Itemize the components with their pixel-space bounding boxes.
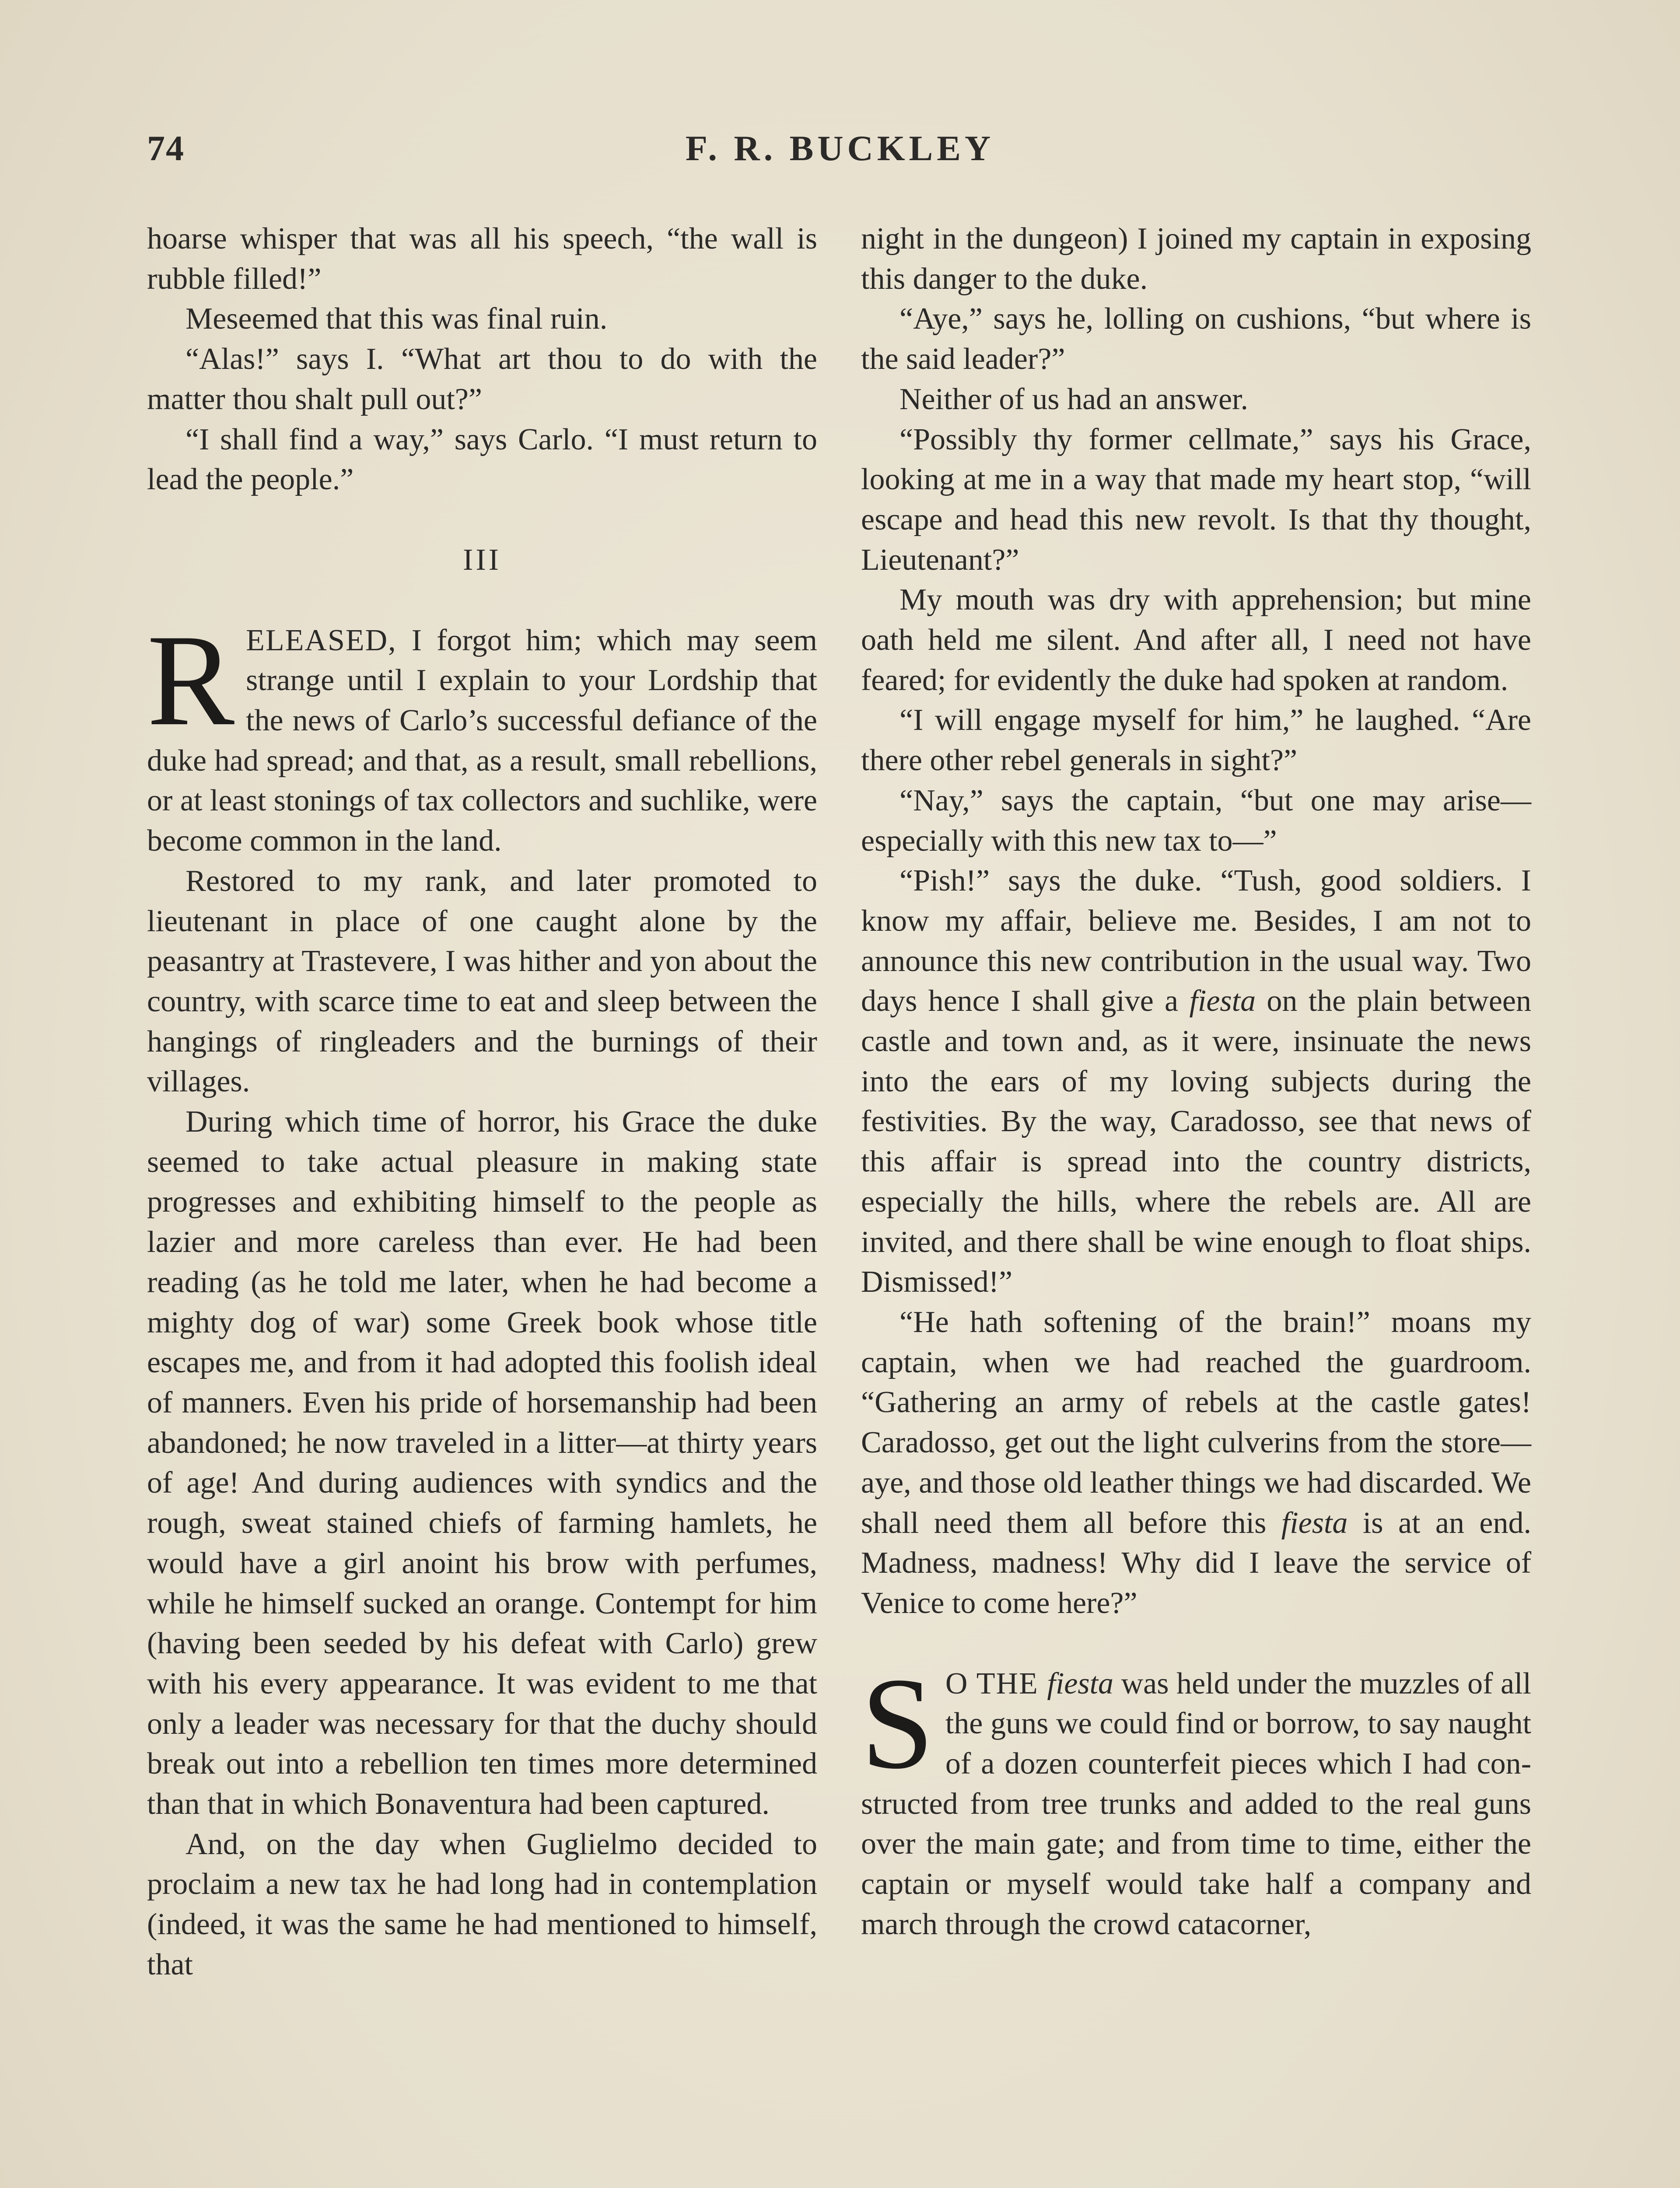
paragraph-text: was held under the muzzles of all the guns we could find or borrow, to say naught of a dozen counterfeit pieces which I had constructed from tree trunks and added to the real guns over the main gate; and from time to time, either the captain or myself would take half a company and march through the crowd catacorner,	[861, 1666, 1532, 1941]
left-column	[147, 219, 817, 1985]
paragraph: And, on the day when Guglielmo decided to proclaim a new tax he had long had in contemplation (indeed, it was the same he had mentioned to himself, that	[147, 1827, 817, 1981]
author-name: F. R. BUCKLEY	[685, 128, 995, 168]
paragraph: “I will engage myself for him,” he laughed. “Are there other rebel generals in sight?”	[861, 703, 1531, 778]
paragraph	[861, 861, 1531, 1302]
paragraph: “Nay,” says the captain, “but one may arise—especially with this new tax to—”	[861, 783, 1531, 858]
lead-in-text: ELEASED,	[246, 623, 397, 657]
paragraph: Restored to my rank, and later promoted to lieutenant in place of one caught alone by the peasantry at Trastevere, I was hither and yon about the country, with scarce time to eat and sleep between the hangings of ringleaders and the burnings of their villages.	[147, 864, 817, 1099]
paragraph: Neither of us had an answer.	[900, 382, 1248, 416]
paragraph-text: “He hath softening of the brain!” moans my captain, when we had reached the guardroom. “Gathering an army of rebels at the castle gates! Caradosso, get out the light culverins from the store—aye, and those old leather things we had discarded. We shall need them all before this	[861, 1305, 1531, 1540]
paragraph-text: on the plain between castle and town and, as it were, insinuate the news into the ears of my loving subjects during the festivities. By the way, Caradosso, see that news of this affair is spread into the country districts, especially the hills, where the rebels are. All are invited, and there shall be wine enough to float ships. Dismissed!”	[861, 984, 1531, 1299]
paragraph: During which time of horror, his Grace the duke seemed to take actual pleasure in making state progresses and exhibiting himself to the people as lazier and more careless than ever. He had been reading (as he told me later, when he had become a mighty dog of war) some Greek book whose title escapes me, and from it had adopted this foolish ideal of manners. Even his pride of horsemanship had been abandoned; he now traveled in a litter—at thirty years of age! And during audiences with syndics and the rough, sweat stained chiefs of farming hamlets, he would have a girl anoint his brow with perfumes, while he himself sucked an orange. Contempt for him (having been seeded by his defeat with Carlo) grew with his every appearance. It was evident to me that only a leader was necessary for that the duchy should break out into a rebellion ten times more determined than that in which Bonaventura had been captured.	[147, 1105, 817, 1821]
paragraph: night in the dungeon) I joined my captain in exposing this danger to the duke.	[861, 222, 1531, 296]
italic-word: fiesta	[1189, 984, 1256, 1018]
drop-cap: S	[861, 1650, 934, 1796]
paragraph-text: I forgot him; which may seem strange until I explain to your Lordship that the news of Carlo’s successful defiance of the duke had spread; and that, as a result, small rebellions, or at least stonings of tax collectors and suchlike, were become common in the land.	[147, 623, 817, 858]
italic-word: fiesta	[1281, 1506, 1348, 1540]
paragraph: “Alas!” says I. “What art thou to do with the matter thou shalt pull out?”	[147, 342, 817, 416]
drop-cap: R	[147, 607, 235, 753]
paragraph: “Aye,” says he, lolling on cushions, “but where is the said leader?”	[861, 302, 1531, 376]
paragraph: Meseemed that this was final ruin.	[186, 302, 608, 336]
right-column	[861, 219, 1531, 1945]
paragraph-text: “Pish!” says the duke. “Tush, good soldiers. I know my affair, believe me. Besides, I am not to announce this new contribution in the usual way. Two days hence I shall give a	[861, 864, 1531, 1018]
paragraph-with-drop-cap	[861, 1650, 1532, 1945]
section-heading: III	[463, 543, 501, 577]
paragraph: “Possibly thy former cellmate,” says his Grace, looking at me in a way that made my heart stop, “will escape and head this new revolt. Is that thy thought, Lieutenant?”	[861, 422, 1531, 577]
paragraph: My mouth was dry with apprehension; but mine oath held me silent. And after all, I need not have feared; for evidently the duke had spoken at random.	[861, 583, 1531, 697]
paragraph: “I shall find a way,” says Carlo. “I must return to lead the people.”	[147, 422, 817, 497]
lead-in-text: O THE	[945, 1666, 1047, 1701]
page-number: 74	[147, 128, 185, 168]
paragraph	[861, 1302, 1531, 1623]
paragraph: hoarse whisper that was all his speech, “the wall is rubble filled!”	[147, 222, 817, 296]
italic-word: fiesta	[1047, 1666, 1114, 1701]
paragraph-with-drop-cap	[147, 607, 817, 861]
paragraph-text: is at an end. Madness, madness! Why did I leave the service of Venice to come here?”	[861, 1506, 1531, 1620]
running-head	[147, 128, 1533, 176]
